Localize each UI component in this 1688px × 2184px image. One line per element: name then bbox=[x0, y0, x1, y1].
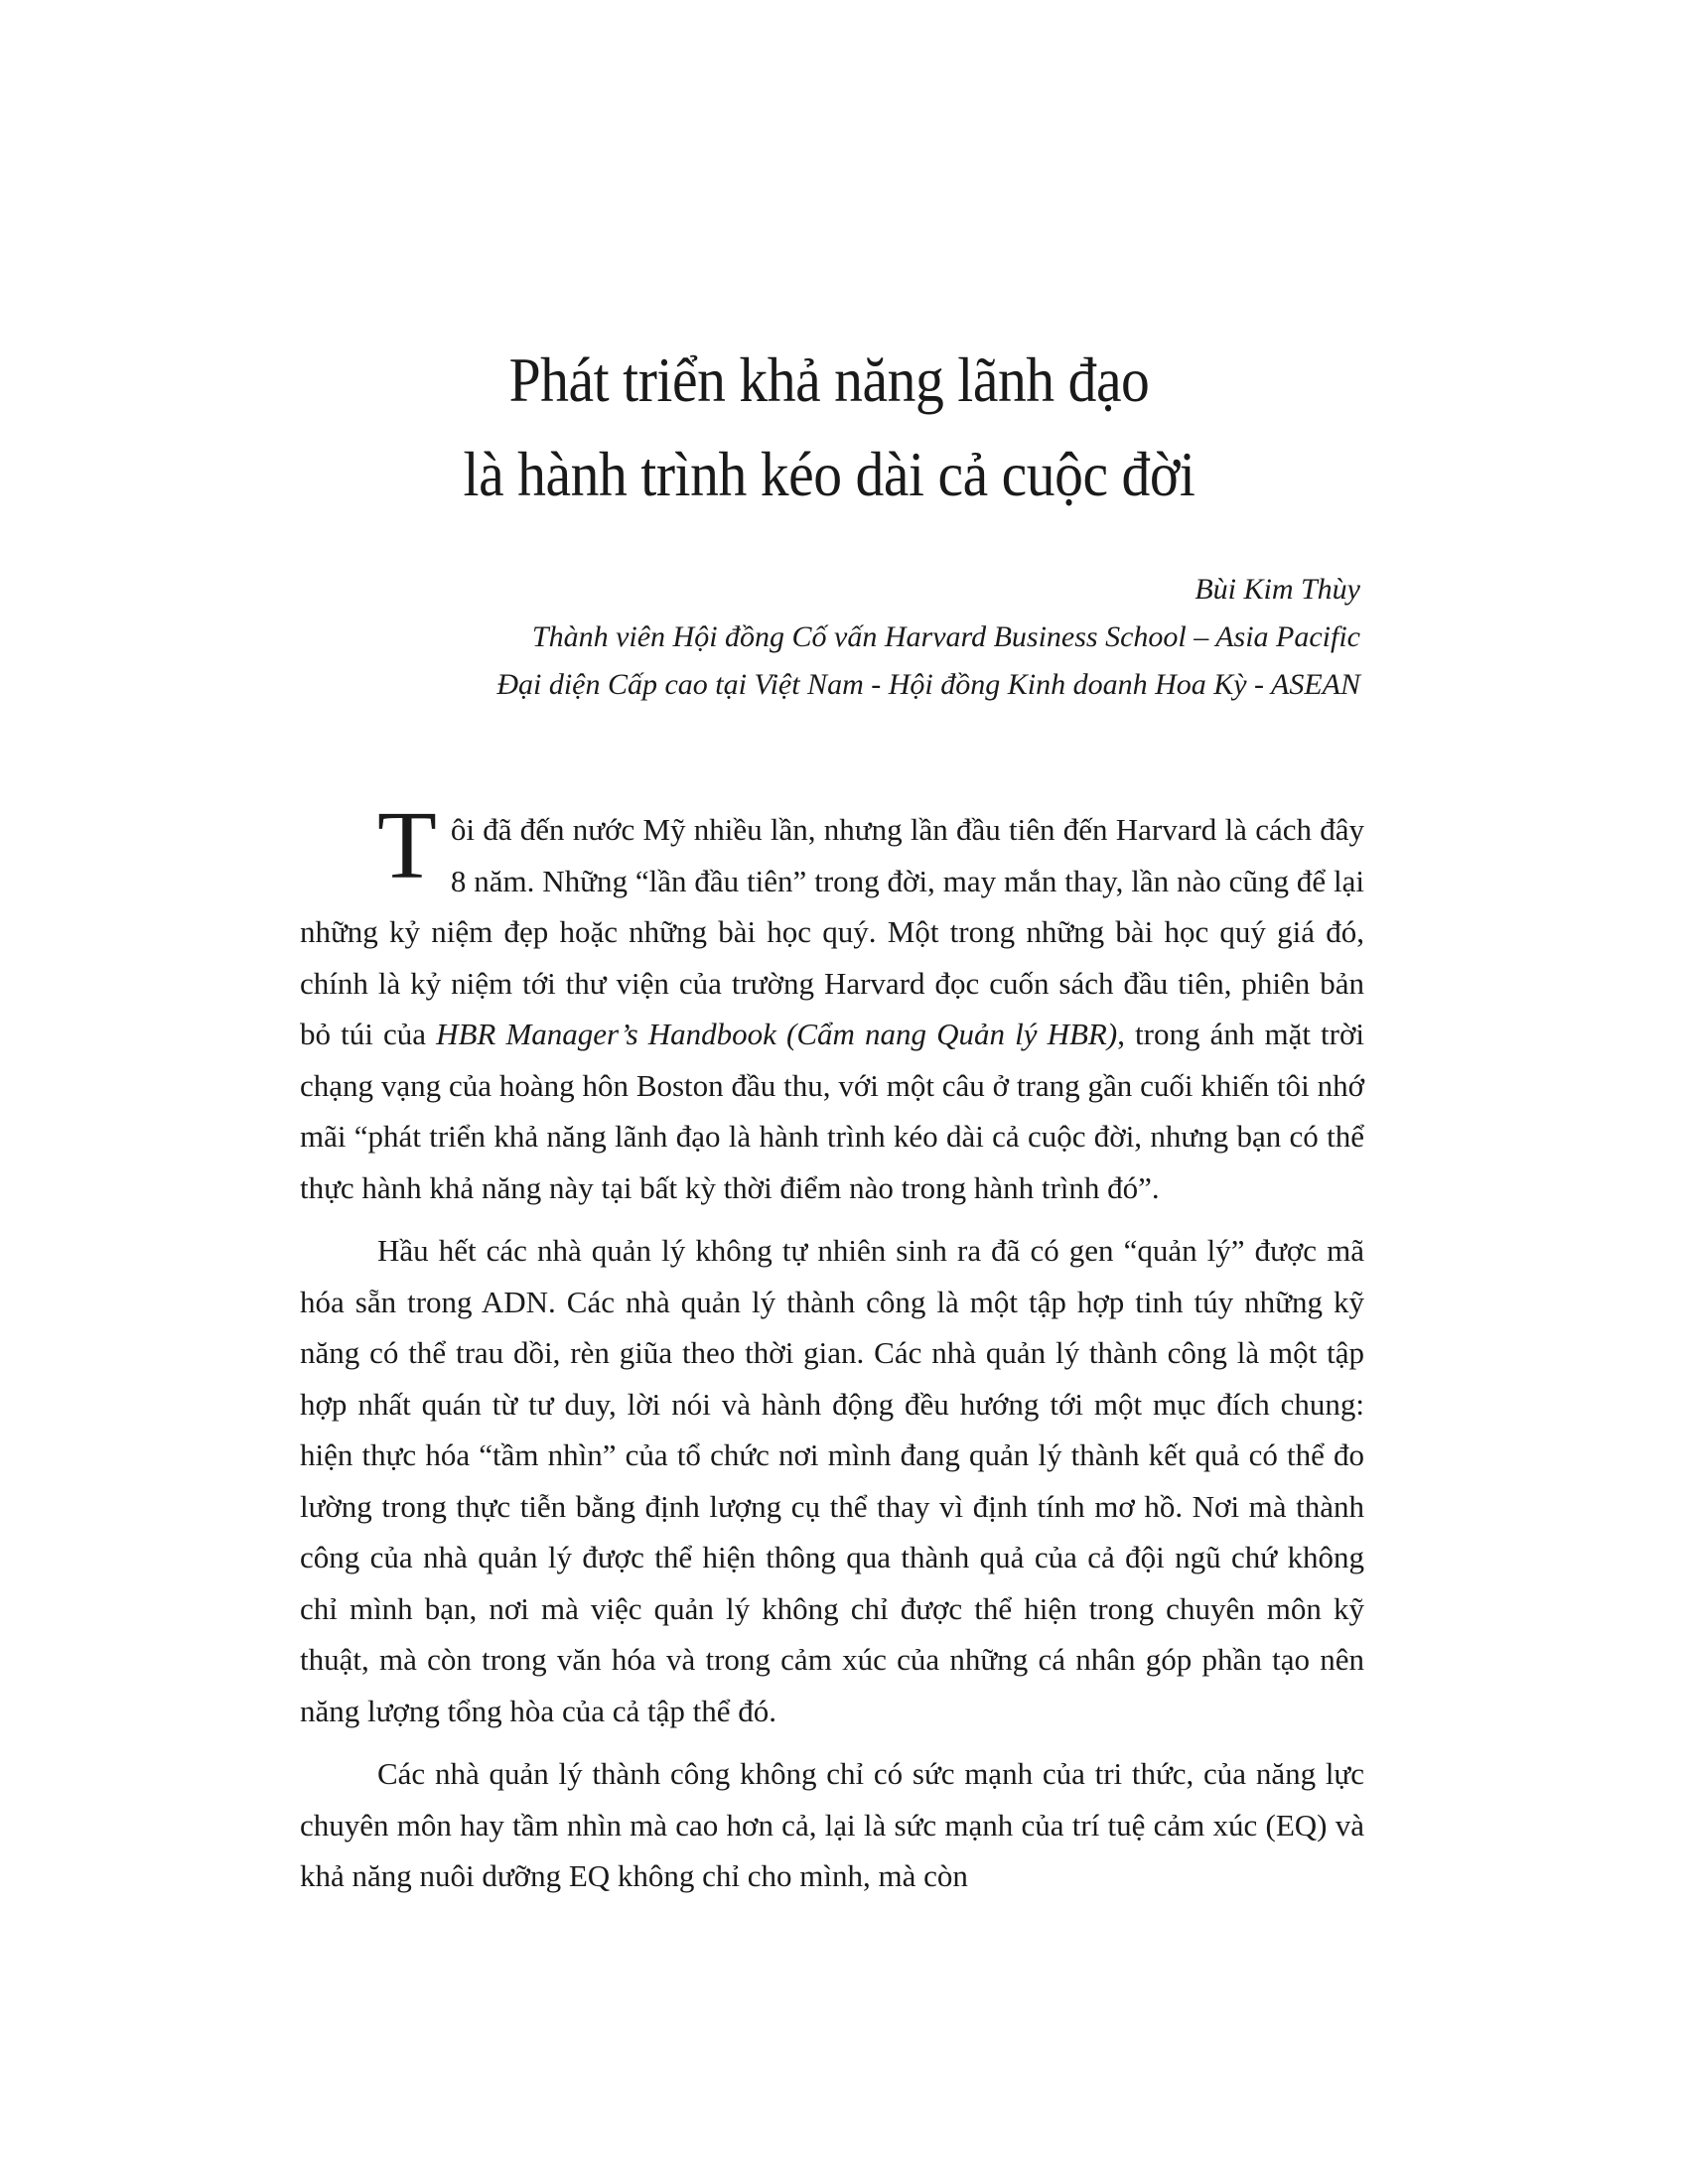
body-text bbox=[300, 792, 1365, 1914]
paragraph-3: Các nhà quản lý thành công không chỉ có sức mạnh của tri thức, của năng lực chuyên môn hay tầm nhìn mà cao hơn cả, lại là sức mạnh của trí tuệ cảm xúc (EQ) và khả năng nuôi dưỡng EQ không chỉ cho mình, mà còn bbox=[300, 1756, 1364, 1893]
chapter-title-line-2: là hành trình kéo dài cả cuộc đời bbox=[463, 439, 1196, 509]
drop-cap: T bbox=[377, 792, 437, 899]
byline bbox=[367, 566, 1360, 709]
paragraph-1 bbox=[300, 792, 1365, 1213]
chapter-title-line-1: Phát triển khả năng lãnh đạo bbox=[508, 344, 1150, 415]
chapter-title bbox=[352, 333, 1308, 521]
paragraph-1-text-b: , trong ánh mặt trời chạng vạng của hoàng hôn Boston đầu thu, với một câu ở trang gần cuối khiến tôi nhớ mãi “phát triển khả năng lãnh đạo là hành trình kéo dài cả cuộc đời, nhưng bạn có thể thực hành khả năng này tại bất kỳ thời điểm nào trong hành trình đó”. bbox=[300, 1017, 1365, 1205]
author-role-1: Thành viên Hội đồng Cố vấn Harvard Business School – Asia Pacific bbox=[531, 620, 1360, 653]
paragraph-1-text-a: ôi đã đến nước Mỹ nhiều lần, nhưng lần đầu tiên đến Harvard là cách đây 8 năm. Những “lần đầu tiên” trong đời, may mắn thay, lần nào cũng để lại những kỷ niệm đẹp hoặc những bài học quý. Một trong những bài học quý giá đó, chính là kỷ niệm tới thư viện của trường Harvard đọc cuốn sách đầu tiên, phiên bản bỏ túi của bbox=[300, 812, 1364, 1051]
paragraph-2: Hầu hết các nhà quản lý không tự nhiên sinh ra đã có gen “quản lý” được mã hóa sẵn trong ADN. Các nhà quản lý thành công là một tập hợp tinh túy những kỹ năng có thể trau dồi, rèn giũa theo thời gian. Các nhà quản lý thành công là một tập hợp nhất quán từ tư duy, lời nói và hành động đều hướng tới một mục đích chung: hiện thực hóa “tầm nhìn” của tổ chức nơi mình đang quản lý thành kết quả có thể đo lường trong thực tiễn bằng định lượng cụ thể thay vì định tính mơ hồ. Nơi mà thành công của nhà quản lý được thể hiện thông qua thành quả của cả đội ngũ chứ không chỉ mình bạn, nơi mà việc quản lý không chỉ được thể hiện trong chuyên môn kỹ thuật, mà còn trong văn hóa và trong cảm xúc của những cá nhân góp phần tạo nên năng lượng tổng hòa của cả tập thể đó. bbox=[300, 1233, 1364, 1728]
book-title-italic: HBR Manager’s Handbook (Cẩm nang Quản lý HBR) bbox=[436, 1017, 1118, 1051]
author-name: Bùi Kim Thùy bbox=[1195, 573, 1360, 606]
author-role-2: Đại diện Cấp cao tại Việt Nam - Hội đồng Kinh doanh Hoa Kỳ - ASEAN bbox=[496, 668, 1360, 701]
